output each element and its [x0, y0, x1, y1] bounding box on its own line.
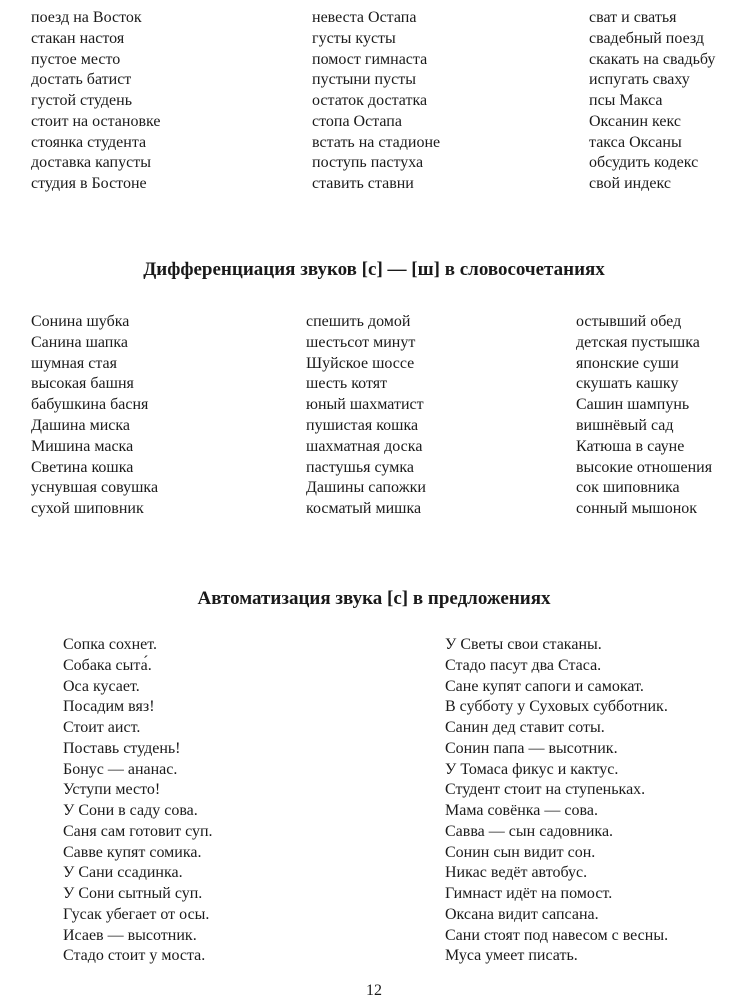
sentence: Стоит аист.	[63, 719, 141, 736]
phrase: свадебный поезд	[589, 29, 705, 47]
section3-col2	[445, 635, 735, 967]
phrase: японские суши	[576, 354, 679, 372]
phrase: Дашина миска	[31, 416, 130, 434]
phrase: доставка капусты	[31, 154, 151, 172]
section1-col1	[31, 8, 312, 195]
phrase: пустыни пусты	[312, 71, 416, 89]
section1-col3	[589, 8, 747, 195]
sentence: Стадо пасут два Стаса.	[445, 656, 602, 674]
sentence: Посадим вяз!	[63, 698, 155, 716]
phrase: стопа Остапа	[312, 112, 402, 130]
phrase: сок шиповника	[576, 479, 680, 497]
sentence: Стадо стоит у моста.	[63, 947, 206, 965]
phrase: ставить ставни	[312, 175, 414, 192]
phrase: остывший обед	[576, 313, 682, 330]
sentence: Савве купят сомика.	[63, 843, 202, 861]
sentence: У Сани ссадинка.	[63, 864, 183, 882]
phrase: юный шахматист	[306, 396, 424, 414]
phrase: Сашин шампунь	[576, 396, 690, 414]
phrase: сонный мышонок	[576, 500, 698, 518]
section3-heading: Автоматизация звука [с] в предложениях	[197, 588, 551, 609]
sentence: Уступи место!	[63, 781, 161, 799]
section2-heading: Дифференциация звуков [с] — [ш] в словосочетаниях	[143, 259, 605, 280]
phrase: вишнёвый сад	[576, 416, 674, 434]
sentence: Савва — сын садовника.	[445, 822, 614, 840]
sentence: У Светы свои стаканы.	[445, 636, 602, 653]
phrase: уснувшая совушка	[31, 479, 159, 497]
sentence: Исаев — высотник.	[63, 926, 197, 944]
phrase: сухой шиповник	[31, 500, 144, 518]
phrase: высокая башня	[31, 375, 134, 393]
section3-col1	[63, 635, 445, 967]
section1-col2	[312, 8, 589, 195]
phrase: поступь пастуха	[312, 154, 424, 172]
section2-columns	[31, 312, 746, 520]
sentence: Мама совёнка — сова.	[445, 802, 598, 819]
phrase: Санина шапка	[31, 333, 128, 351]
sentence: У Сони в саду сова.	[63, 802, 198, 819]
phrase: пушистая кошка	[306, 416, 419, 434]
sentence: Гимнаст идёт на помост.	[445, 885, 613, 902]
phrase: такса Оксаны	[589, 133, 682, 151]
phrase: остаток достатка	[312, 92, 428, 109]
phrase: шахматная доска	[306, 437, 423, 455]
phrase: скушать кашку	[576, 375, 679, 393]
phrase: поезд на Восток	[31, 9, 142, 26]
sentence: Никас ведёт автобус.	[445, 864, 588, 882]
phrase: детская пустышка	[576, 333, 700, 351]
sentence: Санин дед ставит соты.	[445, 719, 605, 736]
section1-columns	[31, 8, 747, 195]
phrase: Мишина маска	[31, 437, 134, 455]
phrase: пастушья сумка	[306, 458, 414, 476]
section2-col3	[576, 312, 746, 520]
phrase: сват и сватья	[589, 9, 677, 26]
phrase: Сонина шубка	[31, 313, 130, 330]
sentence: Гусак убегает от осы.	[63, 905, 210, 923]
sentence: Сане купят сапоги и самокат.	[445, 677, 644, 695]
phrase: помост гимнаста	[312, 50, 428, 68]
section2-col2	[306, 312, 576, 520]
phrase: спешить домой	[306, 313, 411, 330]
phrase: псы Макса	[589, 92, 663, 109]
phrase: достать батист	[31, 71, 132, 89]
phrase: обсудить кодекс	[589, 154, 699, 172]
phrase: скакать на свадьбу	[589, 50, 716, 68]
phrase: Светина кошка	[31, 458, 134, 476]
phrase: шумная стая	[31, 354, 118, 372]
phrase: стоит на остановке	[31, 112, 161, 130]
phrase: Оксанин кекс	[589, 112, 681, 130]
sentence: У Томаса фикус и кактус.	[445, 760, 619, 778]
phrase: густой студень	[31, 92, 132, 109]
page-number: 12	[366, 982, 382, 999]
sentence: Оксана видит сапсана.	[445, 905, 599, 923]
sentence: Саня сам готовит суп.	[63, 822, 213, 840]
phrase: Шуйское шоссе	[306, 354, 415, 372]
phrase: невеста Остапа	[312, 9, 417, 26]
phrase: встать на стадионе	[312, 133, 441, 151]
phrase: густы кусты	[312, 29, 396, 47]
sentence: Студент стоит на ступеньках.	[445, 781, 646, 799]
phrase: косматый мишка	[306, 500, 422, 518]
phrase: студия в Бостоне	[31, 175, 147, 192]
sentence: Муса умеет писать.	[445, 947, 578, 965]
sentence: Сопка сохнет.	[63, 636, 158, 653]
sentence: Сани стоят под навесом с весны.	[445, 926, 669, 944]
phrase: шесть котят	[306, 375, 388, 393]
sentence: У Сони сытный суп.	[63, 885, 203, 902]
sentence: Сонин сын видит сон.	[445, 843, 596, 861]
phrase: Дашины сапожки	[306, 479, 426, 497]
sentence: Собака сыта́.	[63, 656, 152, 674]
sentence: Поставь студень!	[63, 739, 181, 757]
section3-columns	[63, 635, 735, 967]
phrase: испугать сваху	[589, 71, 690, 89]
sentence: Сонин папа — высотник.	[445, 739, 618, 757]
phrase: пустое место	[31, 50, 121, 68]
phrase: Катюша в сауне	[576, 437, 685, 455]
phrase: стоянка студента	[31, 133, 147, 151]
sentence: Оса кусает.	[63, 677, 140, 695]
phrase: бабушкина басня	[31, 396, 149, 414]
phrase: стакан настоя	[31, 29, 125, 47]
phrase: шестьсот минут	[306, 333, 416, 351]
sentence: Бонус — ананас.	[63, 760, 178, 778]
phrase: высокие отношения	[576, 458, 713, 476]
sentence: В субботу у Суховых субботник.	[445, 698, 668, 716]
section2-col1	[31, 312, 306, 520]
phrase: свой индекс	[589, 175, 671, 192]
